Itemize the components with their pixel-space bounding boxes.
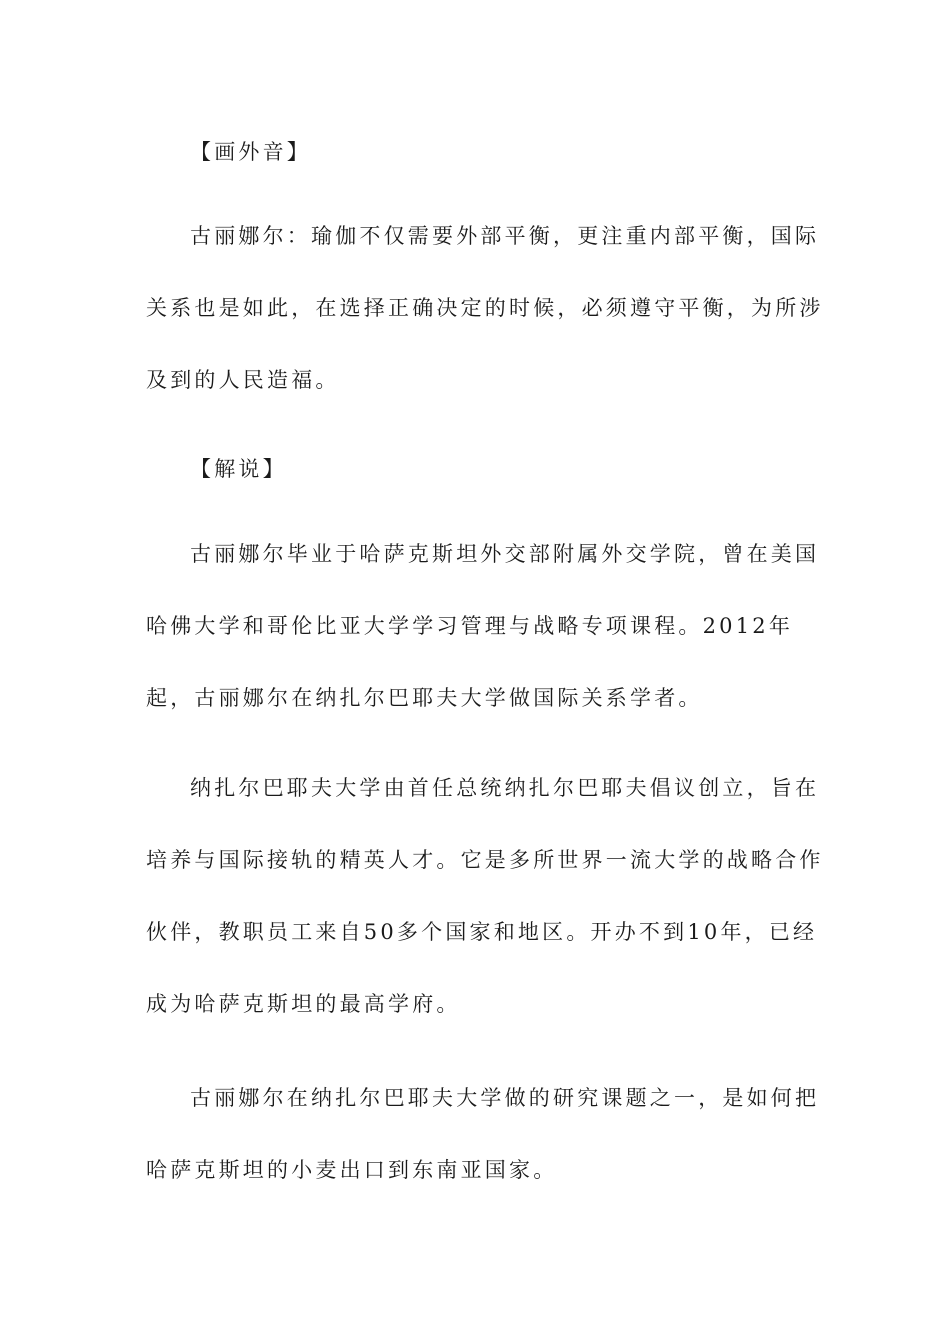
paragraph-research: 古丽娜尔在纳扎尔巴耶夫大学做的研究课题之一，是如何把哈萨克斯坦的小麦出口到东南亚国家。: [146, 1086, 820, 1182]
heading-voiceover: 【画外音】: [190, 140, 311, 164]
paragraph-voiceover: 古丽娜尔：瑜伽不仅需要外部平衡，更注重内部平衡，国际关系也是如此，在选择正确决定的时候，必须遵守平衡，为所涉及到的人民造福。: [146, 224, 824, 392]
paragraph-education: 古丽娜尔毕业于哈萨克斯坦外交部附属外交学院，曾在美国哈佛大学和哥伦比亚大学学习管理与战略专项课程。2012年起，古丽娜尔在纳扎尔巴耶夫大学做国际关系学者。: [146, 542, 820, 710]
paragraph-university: 纳扎尔巴耶夫大学由首任总统纳扎尔巴耶夫倡议创立，旨在培养与国际接轨的精英人才。它是多所世界一流大学的战略合作伙伴，教职员工来自50多个国家和地区。开办不到10年，已经成为哈萨克斯坦的最高学府。: [146, 776, 824, 1016]
heading-narration: 【解说】: [190, 457, 287, 481]
